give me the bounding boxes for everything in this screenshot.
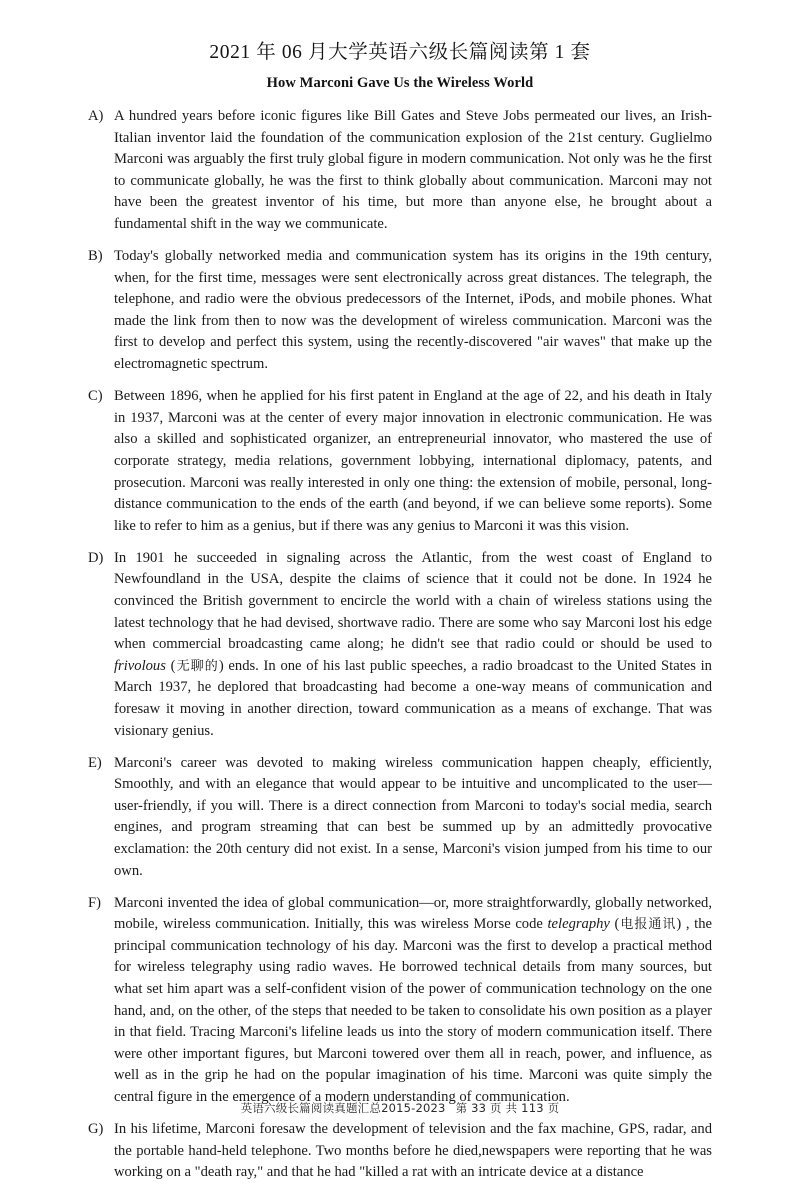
text-run: ( — [165, 657, 176, 674]
paragraph-label-b: B) — [88, 248, 103, 265]
article-body — [0, 92, 800, 1184]
text-run: Marconi invented the idea of global communication—or, more straightforwardly, globally networked, mobile, wireless communication. Initially, this was wireless Morse code — [114, 894, 712, 933]
footer-source: 英语六级长篇阅读真题汇总2015-2023 — [240, 1101, 446, 1115]
paragraph-text-g: In his lifetime, Marconi foresaw the development of television and the fax machine, GPS, radar, and the portable hand-held telephone. Two months before he died,newspapers were reporting that he was working on a "death ray," and that he had "killed a rat with an intricate device at a distance — [114, 1121, 712, 1181]
footer-page-unit: 页 — [490, 1101, 502, 1115]
page-footer — [0, 1100, 800, 1116]
paragraph-label-f: F) — [88, 894, 101, 911]
paragraph-text-b: Today's globally networked media and communication system has its origins in the 19th century, when, for the first time, messages were sent electronically across great distances. The telegraph, the telephone, and radio were the obvious predecessors of the Internet, iPods, and mobile phones. What made the link from then to now was the development of wireless communication. Marconi was the first to develop and perfect this system, using the recently-discovered "air waves" that make up the electromagnetic spectrum. — [114, 248, 712, 373]
footer-total-unit: 页 — [547, 1101, 560, 1115]
paragraph-d — [88, 548, 712, 742]
text-run: ) , the principal communication technology of his day. Marconi was the first to develop a practical method for wireless telegraphy using radio waves. He borrowed technical details from many sources, but what set him apart was a self-confident vision of the power of communication technology on the one hand, and, on the other, of the steps that needed to be taken to consolidate his own position as a player in that field. Tracing Marconi's lifeline leads us into the story of modern communication itself. There were other important figures, but Marconi towered over them all in reach, power, and influence, as well as in the grip he had on the popular imagination of his time. Marconi was quite simply the central figure in the emergence of a modern understanding of communication. — [114, 916, 712, 1106]
chinese-gloss: 无聊的 — [175, 658, 219, 674]
paragraph-a — [88, 106, 712, 236]
emphasis-term: telegraphy — [547, 916, 610, 933]
footer-page-number: 33 — [471, 1101, 487, 1115]
text-run: ) ends. In one of his last public speeches, a radio broadcast to the United States in March 1937, he deplored that broadcasting had become a one-way means of communication and foresaw it moving in another direction, toward communication as a means of exchange. That was visionary genius. — [114, 657, 712, 739]
paragraph-text-a: A hundred years before iconic figures like Bill Gates and Steve Jobs permeated our lives, an Irish-Italian inventor laid the foundation of the communication explosion of the 21st century. Guglielmo Marconi was arguably the first truly global figure in modern communication. Not only was he the first to communicate globally, he was the first to think globally about communication. Marconi may not have been the greatest inventor of his time, but more than anyone else, he brought about a fundamental shift in the way we communicate. — [114, 108, 712, 232]
paragraph-c — [88, 386, 712, 537]
footer-total-prefix: 共 — [505, 1101, 518, 1115]
footer-page-prefix: 第 — [455, 1101, 468, 1115]
paragraph-text-c: Between 1896, when he applied for his first patent in England at the age of 22, and his death in Italy in 1937, Marconi was at the center of every major innovation in electronic communication. He was also a skilled and sophisticated organizer, an entrepreneurial innovator, who mastered the use of corporate strategy, media relations, government lobbying, international diplomacy, patents, and prosecution. Marconi was really interested in only one thing: the extension of mobile, personal, long-distance communication to the ends of the earth (and beyond, if we can believe some reports). Some like to refer to him as a genius, but if there was any genius to Marconi it was this vision. — [114, 388, 712, 534]
article-subtitle: How Marconi Gave Us the Wireless World — [266, 75, 534, 91]
paragraph-label-c: C) — [88, 388, 103, 405]
emphasis-term: frivolous — [114, 657, 166, 674]
paragraph-text-d — [114, 550, 712, 739]
footer-total-pages: 113 — [521, 1101, 544, 1115]
paragraph-b — [88, 246, 712, 376]
text-run: ( — [609, 916, 620, 933]
paragraph-label-e: E) — [88, 754, 102, 771]
paragraph-e — [88, 753, 712, 883]
paragraph-label-g: G) — [88, 1121, 104, 1138]
paragraph-text-f — [114, 895, 712, 1105]
paragraph-g — [88, 1119, 712, 1184]
paragraph-text-e: Marconi's career was devoted to making wireless communication happen cheaply, efficiently, Smoothly, and with an elegance that would appear to be intuitive and uncomplicated to the user—user-friendly, if you will. There is a direct connection from Marconi to today's social media, search engines, and program streaming that can best be summed up by an admittedly provocative exclamation: the 20th century did not exist. In a sense, Marconi's vision jumped from his time to our own. — [114, 754, 712, 879]
paragraph-f — [88, 893, 712, 1109]
paragraph-label-d: D) — [88, 549, 104, 566]
chinese-gloss: 电报通讯 — [619, 917, 677, 933]
page-title: 2021 年 06 月大学英语六级长篇阅读第 1 套 — [209, 42, 591, 63]
paragraph-label-a: A) — [88, 108, 104, 124]
text-run: In 1901 he succeeded in signaling across the Atlantic, from the west coast of England to Newfoundland in the USA, despite the claims of science that it could not be done. In 1924 he convinced the British government to encircle the world with a chain of wireless stations using the latest technology that he had devised, shortwave radio. There are some who say Marconi lost his edge when commercial broadcasting came along; he didn't see that radio could or should be used to — [114, 549, 712, 653]
